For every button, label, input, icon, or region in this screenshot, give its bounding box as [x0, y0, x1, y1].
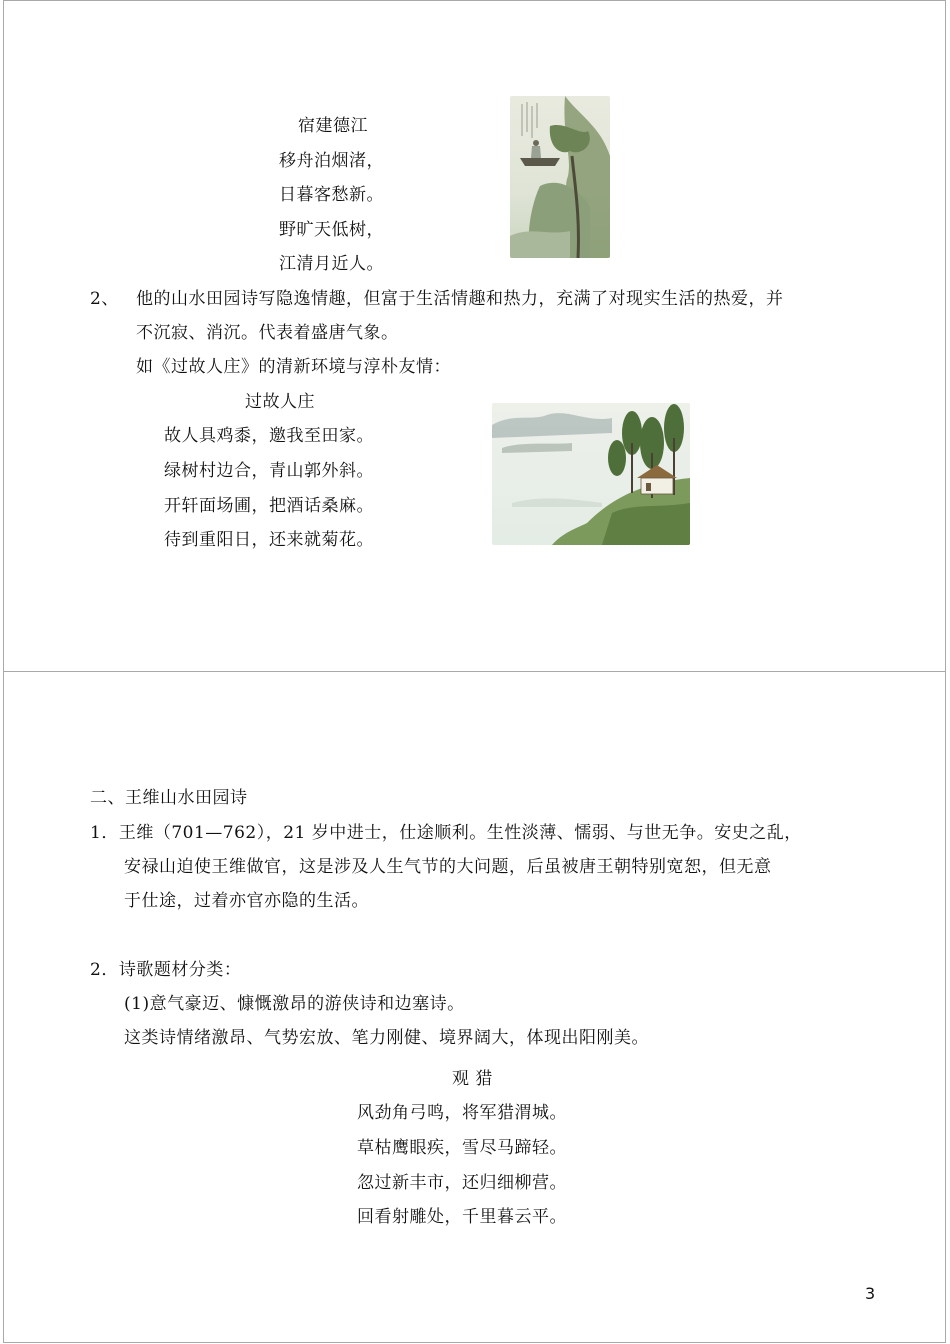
- item1-line: 安禄山迫使王维做官，这是涉及人生气节的大问题，后虽被唐王朝特别宽恕，但无意: [124, 857, 772, 877]
- poem1-line: 移舟泊烟渚，: [279, 151, 384, 171]
- poem3-line: 回看射雕处，千里暮云平。: [357, 1207, 567, 1227]
- poem3-line: 忽过新丰市，还归细柳营。: [357, 1173, 567, 1193]
- page-number: 3: [865, 1284, 876, 1303]
- poem3-title: 观 猎: [452, 1069, 493, 1089]
- poem3-line: 草枯鹰眼疾，雪尽马蹄轻。: [357, 1138, 567, 1158]
- poem2-title: 过故人庄: [245, 392, 315, 412]
- poem1-line: 日暮客愁新。: [279, 185, 384, 205]
- item2-line: 他的山水田园诗写隐逸情趣，但富于生活情趣和热力，充满了对现实生活的热爱，并: [136, 289, 784, 309]
- boat-painting-image: [510, 96, 610, 258]
- poem2-line: 绿树村边合，青山郭外斜。: [164, 461, 374, 481]
- item2-sub: (1)意气豪迈、慷慨激昂的游侠诗和边塞诗。: [124, 994, 465, 1014]
- poem1-title: 宿建德江: [298, 116, 368, 136]
- item2-desc: 这类诗情绪激昂、气势宏放、笔力刚健、境界阔大，体现出阳刚美。: [124, 1028, 649, 1048]
- poem1-line: 野旷天低树，: [279, 220, 384, 240]
- section-heading: 二、王维山水田园诗: [90, 788, 248, 808]
- poem2-line: 待到重阳日，还来就菊花。: [164, 530, 374, 550]
- slide-top: [3, 0, 946, 672]
- slide-bottom: [3, 671, 946, 1343]
- village-painting-image: [492, 403, 690, 545]
- poem1-line: 江清月近人。: [279, 254, 384, 274]
- item2-line: 如《过故人庄》的清新环境与淳朴友情：: [136, 357, 451, 377]
- item2-line: 不沉寂、消沉。代表着盛唐气象。: [136, 323, 399, 343]
- poem3-line: 风劲角弓鸣，将军猎渭城。: [357, 1103, 567, 1123]
- item1-line: 1．王维（701—762），21 岁中进士，仕途顺利。生性淡薄、懦弱、与世无争。安史之乱，: [90, 823, 802, 843]
- poem2-line: 开轩面场圃，把酒话桑麻。: [164, 496, 374, 516]
- item2-heading: 2．诗歌题材分类：: [90, 960, 242, 980]
- item2-number: 2、: [90, 289, 119, 309]
- poem2-line: 故人具鸡黍，邀我至田家。: [164, 426, 374, 446]
- item1-line: 于仕途，过着亦官亦隐的生活。: [124, 891, 369, 911]
